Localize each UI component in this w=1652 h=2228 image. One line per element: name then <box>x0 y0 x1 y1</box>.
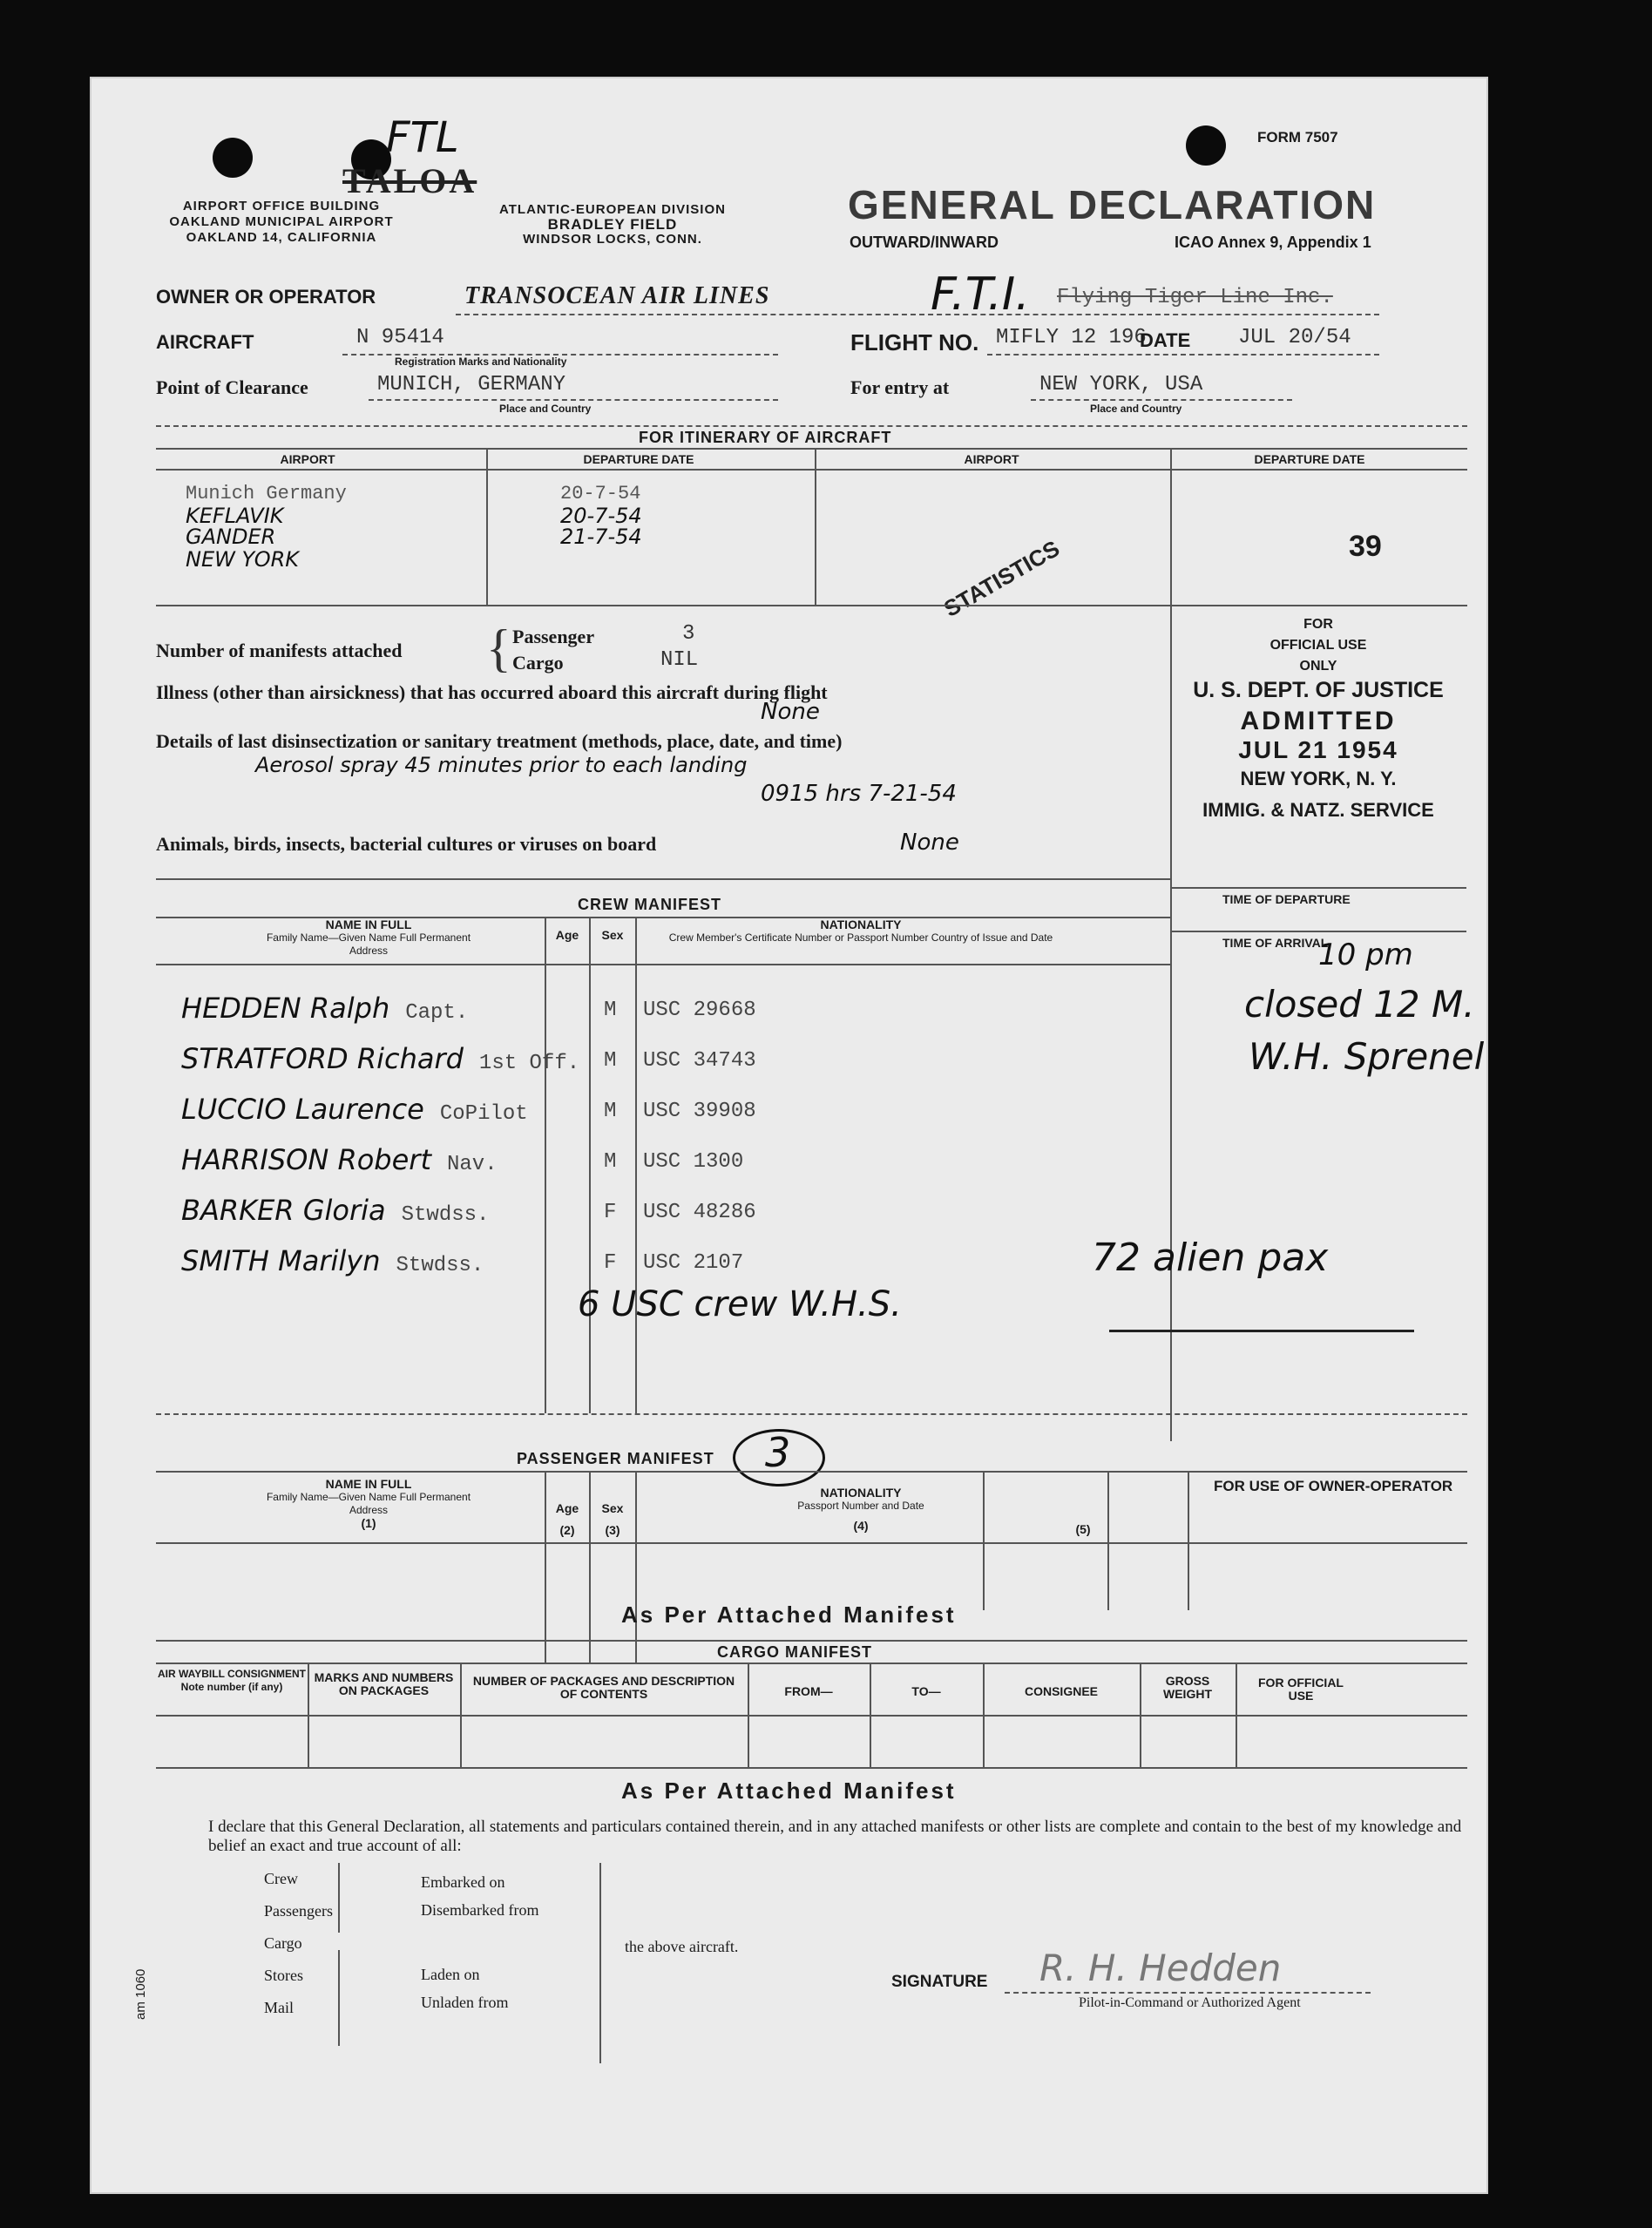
time-departure-label: TIME OF DEPARTURE <box>1222 892 1351 906</box>
crew-row <box>181 1093 528 1126</box>
owner-struck: Flying Tiger Line Inc. <box>1057 286 1333 309</box>
manifests-label: Number of manifests attached <box>156 640 403 661</box>
separator <box>156 425 1467 427</box>
itinerary-date: 21-7-54 <box>560 525 642 549</box>
signature-label: SIGNATURE <box>891 1973 988 1991</box>
col-divider <box>983 1663 985 1767</box>
date-value: JUL 20/54 <box>1238 326 1351 349</box>
address-line: AIRPORT OFFICE BUILDING <box>182 199 381 213</box>
clearance-underline <box>369 399 778 401</box>
official-stamp <box>1170 617 1466 822</box>
animals-value: None <box>900 830 959 856</box>
passenger-col-name <box>264 1478 473 1530</box>
entry-sublabel: Place and Country <box>1090 403 1182 415</box>
crew-position: 1st Off. <box>478 1052 580 1075</box>
crew-nationality: USC 1300 <box>643 1150 744 1174</box>
table-line <box>156 1542 1467 1544</box>
crew-name-hand: LUCCIO Laurence <box>181 1093 424 1126</box>
crew-col-nationality <box>647 918 1074 945</box>
cargo-per-attached: As Per Attached Manifest <box>621 1778 957 1804</box>
punch-hole <box>213 138 253 178</box>
address-block-left <box>151 199 412 246</box>
declaration-tail: the above aircraft. <box>625 1938 739 1955</box>
itinerary-airport: NEW YORK <box>186 547 300 572</box>
itinerary-airport: KEFLAVIK <box>186 504 284 528</box>
declaration-item: Mail <box>264 1999 294 2016</box>
col-title: Age <box>555 1501 579 1515</box>
cargo-count-value: NIL <box>660 648 699 672</box>
stamp-place: NEW YORK, N. Y. <box>1240 768 1397 789</box>
owner-underline <box>456 314 1379 315</box>
crew-sex: F <box>604 1201 617 1224</box>
crew-nationality: USC 2107 <box>643 1251 744 1275</box>
col-divider <box>1140 1663 1141 1767</box>
itinerary-airport: GANDER <box>186 525 276 549</box>
entry-label: For entry at <box>850 376 950 398</box>
col-number: (1) <box>361 1516 376 1530</box>
side-code: am 1060 <box>133 1968 148 2020</box>
crew-row <box>181 1143 498 1176</box>
bracket-line <box>599 1863 601 2063</box>
underline-stroke <box>1109 1330 1414 1332</box>
cargo-col-marks: MARKS AND NUMBERS ON PACKAGES <box>314 1670 454 1697</box>
alien-pax-note: 72 alien pax <box>1092 1236 1329 1280</box>
cargo-col-to: TO— <box>911 1684 941 1698</box>
col-divider <box>486 448 488 605</box>
col-divider <box>308 1663 309 1767</box>
col-title: NATIONALITY <box>820 918 902 931</box>
clearance-value: MUNICH, GERMANY <box>377 373 566 396</box>
crew-position: CoPilot <box>439 1102 528 1126</box>
punch-hole <box>1186 125 1226 166</box>
declaration-item: Embarked on <box>421 1873 505 1891</box>
stamp-line: OFFICIAL USE <box>1269 638 1367 653</box>
stamp-line: FOR <box>1303 617 1333 632</box>
table-line <box>156 1663 1467 1664</box>
crew-row <box>181 992 468 1025</box>
closed-note-hand: closed 12 M. <box>1244 983 1475 1026</box>
passenger-title: PASSENGER MANIFEST <box>517 1450 714 1467</box>
owner-use-label: FOR USE OF OWNER-OPERATOR <box>1214 1478 1453 1494</box>
pilot-signature: R. H. Hedden <box>1039 1947 1282 1989</box>
itinerary-col-airport-2: AIRPORT <box>964 452 1019 466</box>
stamp-service: IMMIG. & NATZ. SERVICE <box>1202 799 1434 821</box>
col-divider <box>635 1471 637 1663</box>
crew-col-name <box>264 918 473 958</box>
owner-label: OWNER OR OPERATOR <box>156 286 376 308</box>
clearance-label: Point of Clearance <box>156 376 308 398</box>
declaration-item: Stores <box>264 1967 303 1984</box>
col-divider <box>1188 1471 1189 1610</box>
col-title: Sex <box>601 1501 624 1515</box>
col-divider <box>460 1663 462 1767</box>
declaration-item: Crew <box>264 1870 298 1887</box>
passenger-count-value: 3 <box>682 622 695 646</box>
cargo-col-from: FROM— <box>784 1684 833 1698</box>
aircraft-value: N 95414 <box>356 326 444 349</box>
table-line <box>156 448 1467 450</box>
aircraft-underline <box>342 354 778 356</box>
page-title: GENERAL DECLARATION <box>848 182 1377 227</box>
entry-underline <box>1031 399 1292 401</box>
aircraft-label: AIRCRAFT <box>156 331 254 353</box>
arrival-time-hand: 10 pm <box>1318 938 1413 972</box>
itinerary-title: FOR ITINERARY OF AIRCRAFT <box>639 429 892 446</box>
disinsect-date: 0915 hrs 7-21-54 <box>761 781 957 807</box>
itinerary-col-date-2: DEPARTURE DATE <box>1254 452 1365 466</box>
crew-col-sex: Sex <box>601 928 624 942</box>
col-divider <box>589 917 591 1413</box>
crew-title: CREW MANIFEST <box>578 896 721 913</box>
table-line <box>156 1471 1467 1473</box>
crew-position: Nav. <box>446 1153 498 1176</box>
illness-label: Illness (other than airsickness) that has occurred aboard this aircraft during flight <box>156 681 828 703</box>
owner-handwritten: F.T.I. <box>931 268 1030 321</box>
stamp-dept: U. S. DEPT. OF JUSTICE <box>1193 678 1444 702</box>
signature-sublabel: Pilot-in-Command or Authorized Agent <box>1079 1995 1301 2010</box>
declaration-item: Passengers <box>264 1902 333 1920</box>
icao-reference: ICAO Annex 9, Appendix 1 <box>1175 234 1371 251</box>
outward-inward: OUTWARD/INWARD <box>850 234 999 251</box>
table-line <box>156 1767 1467 1769</box>
cargo-title: CARGO MANIFEST <box>717 1643 872 1661</box>
table-line <box>156 1715 1467 1717</box>
declaration-item: Disembarked from <box>421 1901 539 1919</box>
crew-sex: M <box>604 999 617 1022</box>
separator <box>156 1413 1467 1415</box>
col-divider <box>815 448 816 605</box>
header-handwritten-code: FTL <box>386 113 459 162</box>
col-number: (2) <box>559 1523 575 1537</box>
address-line: WINDSOR LOCKS, CONN. <box>523 232 702 247</box>
declaration-left-list <box>264 1863 333 2024</box>
declaration-mid-a <box>421 1868 538 1924</box>
col-divider <box>983 1471 985 1610</box>
declaration-item: Unladen from <box>421 1994 509 2011</box>
statistics-stamp: STATISTICS <box>939 535 1065 622</box>
crew-row <box>181 1244 484 1277</box>
cargo-col-official: FOR OFFICIAL USE <box>1258 1676 1344 1703</box>
col-divider <box>589 1471 591 1663</box>
table-line <box>156 878 1170 880</box>
crew-position: Stwdss. <box>396 1254 484 1277</box>
cargo-col-waybill: AIR WAYBILL CONSIGNMENT Note number (if any) <box>158 1668 307 1693</box>
address-line: BRADLEY FIELD <box>547 216 678 233</box>
address-block-middle <box>473 202 752 247</box>
col-divider <box>1236 1663 1237 1767</box>
passenger-count-label: Passenger <box>512 626 595 647</box>
officer-signature: W.H. Sprenel <box>1249 1035 1485 1078</box>
cargo-col-packages: NUMBER OF PACKAGES AND DESCRIPTION OF CONTENTS <box>472 1674 735 1701</box>
crew-nationality: USC 39908 <box>643 1100 756 1123</box>
col-divider <box>1107 1471 1109 1610</box>
declaration-item: Laden on <box>421 1966 480 1983</box>
col-subtitle: Passport Number and Date <box>797 1500 924 1512</box>
form-page <box>90 77 1488 2194</box>
struck-org-name: TALOA <box>342 161 477 200</box>
crew-name-hand: BARKER Gloria <box>181 1194 386 1227</box>
crew-sex: F <box>604 1251 617 1275</box>
col-title: NAME IN FULL <box>325 1477 412 1491</box>
itinerary-col-airport: AIRPORT <box>280 452 335 466</box>
declaration-item: Cargo <box>264 1934 302 1952</box>
col-divider <box>748 1663 749 1767</box>
brace-icon: { <box>486 620 511 677</box>
address-line: OAKLAND MUNICIPAL AIRPORT <box>169 214 394 229</box>
crew-nationality: USC 29668 <box>643 999 756 1022</box>
passenger-col-age <box>550 1502 585 1537</box>
entry-value: NEW YORK, USA <box>1039 373 1203 396</box>
crew-row <box>181 1042 579 1075</box>
stamp-line: ONLY <box>1299 659 1337 674</box>
table-line <box>156 605 1467 606</box>
passenger-col-nationality <box>752 1486 970 1533</box>
table-line <box>1170 931 1466 932</box>
itinerary-col-date: DEPARTURE DATE <box>583 452 694 466</box>
clearance-sublabel: Place and Country <box>499 403 592 415</box>
table-line <box>156 469 1467 471</box>
declaration-text: I declare that this General Declaration, all statements and particulars contained therein, and in any attached manifests or other lists are complete and contain to the best of my knowledge and belief an exact and true account of all: <box>208 1818 1462 1855</box>
bracket-line <box>338 1863 340 1933</box>
address-line: OAKLAND 14, CALIFORNIA <box>186 230 377 245</box>
col-divider <box>1170 448 1172 605</box>
crew-position: Capt. <box>405 1001 469 1025</box>
crew-name-hand: HARRISON Robert <box>181 1143 431 1176</box>
flight-value: MIFLY 12 196 <box>996 326 1147 349</box>
disinsect-value: Aerosol spray 45 minutes prior to each landing <box>255 753 748 777</box>
owner-value: TRANSOCEAN AIR LINES <box>464 282 770 309</box>
stamp-admitted: ADMITTED <box>1240 707 1397 735</box>
crew-sex: M <box>604 1100 617 1123</box>
time-arrival-label: TIME OF ARRIVAL <box>1222 936 1329 950</box>
passenger-count-circled: 3 <box>765 1429 791 1476</box>
crew-name-hand: HEDDEN Ralph <box>181 992 390 1025</box>
itinerary-number: 39 <box>1349 530 1382 563</box>
cargo-count-label: Cargo <box>512 652 564 674</box>
crew-sex: M <box>604 1049 617 1073</box>
stamp-date: JUL 21 1954 <box>1238 736 1398 763</box>
date-label: DATE <box>1140 329 1191 351</box>
cargo-col-weight: GROSS WEIGHT <box>1163 1674 1212 1701</box>
itinerary-date: 20-7-54 <box>560 504 642 528</box>
crew-name-hand: SMITH Marilyn <box>181 1244 381 1277</box>
signature-underline <box>1005 1992 1371 1994</box>
col-divider <box>545 917 546 1413</box>
col-subtitle: Family Name—Given Name Full Permanent Address <box>266 931 471 957</box>
crew-nationality: USC 34743 <box>643 1049 756 1073</box>
col-number: (4) <box>853 1519 869 1533</box>
itinerary-airport: Munich Germany <box>186 483 347 505</box>
col-subtitle: Family Name—Given Name Full Permanent Address <box>266 1491 471 1516</box>
table-line <box>1170 887 1466 889</box>
itinerary-date: 20-7-54 <box>560 483 641 505</box>
col-divider <box>545 1471 546 1663</box>
col-title: NATIONALITY <box>820 1486 902 1500</box>
crew-summary-hand: 6 USC crew W.H.S. <box>578 1284 902 1324</box>
col-divider <box>870 1663 871 1767</box>
crew-sex: M <box>604 1150 617 1174</box>
crew-nationality: USC 48286 <box>643 1201 756 1224</box>
flight-label: FLIGHT NO. <box>850 329 979 356</box>
form-number: FORM 7507 <box>1257 129 1338 146</box>
flight-underline <box>987 354 1379 356</box>
crew-row <box>181 1194 489 1227</box>
table-line <box>156 964 1170 965</box>
disinsect-label: Details of last disinsectization or sanitary treatment (methods, place, date, and time) <box>156 730 843 752</box>
crew-name-hand: STRATFORD Richard <box>181 1042 464 1075</box>
cargo-col-consignee: CONSIGNEE <box>1024 1684 1098 1698</box>
crew-position: Stwdss. <box>401 1203 490 1227</box>
col-title: NAME IN FULL <box>325 918 412 931</box>
aircraft-sublabel: Registration Marks and Nationality <box>395 356 567 368</box>
crew-col-age: Age <box>555 928 579 942</box>
animals-label: Animals, birds, insects, bacterial cultures or viruses on board <box>156 833 657 855</box>
col-number: (3) <box>605 1523 620 1537</box>
col-divider <box>635 917 637 1413</box>
col-subtitle: Crew Member's Certificate Number or Passport Number Country of Issue and Date <box>668 931 1053 944</box>
address-line: ATLANTIC-EUROPEAN DIVISION <box>499 202 726 217</box>
declaration-mid-b <box>421 1961 508 2016</box>
passenger-col-5: (5) <box>1075 1522 1091 1536</box>
bracket-line <box>338 1950 340 2046</box>
table-line <box>156 1640 1467 1642</box>
passenger-col-sex <box>595 1502 630 1537</box>
passenger-per-attached: As Per Attached Manifest <box>621 1602 957 1628</box>
illness-value: None <box>761 699 820 725</box>
